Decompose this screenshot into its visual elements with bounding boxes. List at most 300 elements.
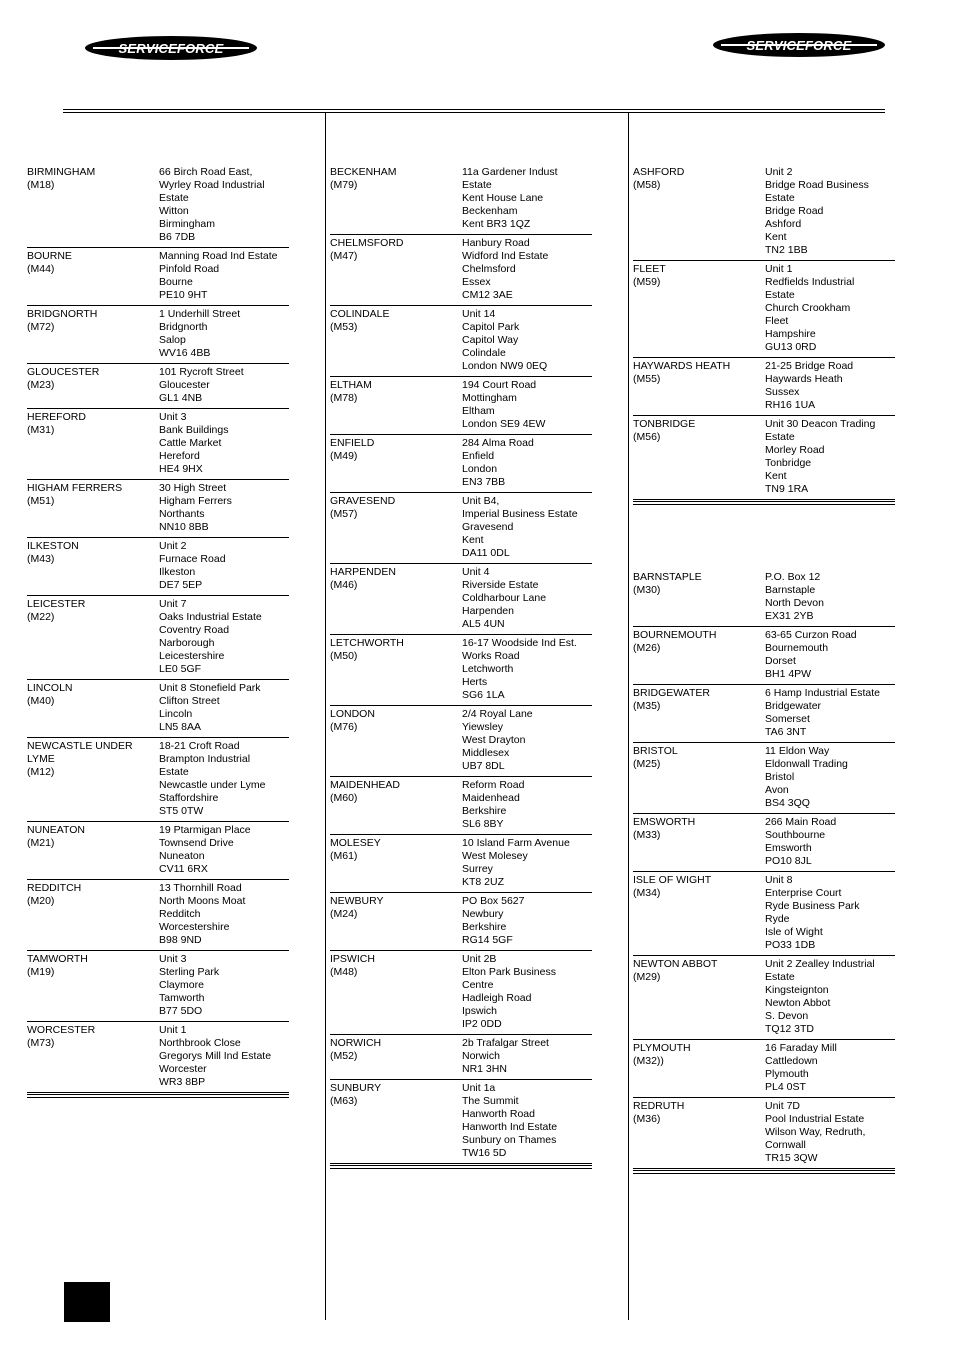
address-line: Estate (765, 289, 795, 301)
directory-entry (633, 416, 895, 500)
address-line: NN10 8BB (159, 521, 209, 533)
address-line: Gravesend (462, 521, 514, 533)
address-line: Tamworth (159, 992, 205, 1004)
address-line: Maidenhead (462, 792, 520, 804)
entry-town (633, 958, 765, 1036)
address-line: Wilson Way, Redruth, (765, 1126, 866, 1138)
entry-town (330, 1082, 462, 1160)
depot-code: (M56) (633, 431, 661, 443)
depot-code: (M60) (330, 792, 358, 804)
address-line: Gloucester (159, 379, 210, 391)
address-line: 284 Alma Road (462, 437, 534, 449)
entry-address (765, 360, 895, 412)
address-line: SL6 8BY (462, 818, 504, 830)
address-line: Kent BR3 1QZ (462, 218, 531, 230)
directory-entry (633, 872, 895, 956)
address-line: Bridgnorth (159, 321, 208, 333)
address-line: Colindale (462, 347, 506, 359)
entry-address (159, 250, 289, 302)
address-line: Wyrley Road Industrial (159, 179, 265, 191)
address-line: WV16 4BB (159, 347, 211, 359)
address-line: 63-65 Curzon Road (765, 629, 857, 641)
town-name: BRIDGNORTH (27, 308, 98, 320)
directory-entry (633, 358, 895, 416)
town-name: FLEET (633, 263, 666, 275)
depot-code: (M79) (330, 179, 358, 191)
address-line: Hereford (159, 450, 200, 462)
address-line: Coventry Road (159, 624, 230, 636)
address-line: PL4 0ST (765, 1081, 806, 1093)
depot-code: (M78) (330, 392, 358, 404)
directory-entry (27, 596, 289, 680)
entry-address (462, 437, 592, 489)
entry-town (633, 1100, 765, 1165)
address-line: West Drayton (462, 734, 526, 746)
entry-town (27, 411, 159, 476)
town-name: LINCOLN (27, 682, 73, 694)
address-line: Oaks Industrial Estate (159, 611, 262, 623)
address-line: Bridge Road (765, 205, 824, 217)
town-name: PLYMOUTH (633, 1042, 691, 1054)
address-line: 101 Rycroft Street (159, 366, 244, 378)
address-line: B77 5DO (159, 1005, 203, 1017)
address-line: Ryde (765, 913, 790, 925)
address-line: PO33 1DB (765, 939, 816, 951)
directory-entry (27, 880, 289, 951)
entry-town (330, 237, 462, 302)
service-force-logo-left (85, 36, 257, 60)
address-line: RH16 1UA (765, 399, 816, 411)
address-line: Higham Ferrers (159, 495, 232, 507)
depot-code: (M30) (633, 584, 661, 596)
address-line: Dorset (765, 655, 796, 667)
directory-entry (27, 306, 289, 364)
town-name: LONDON (330, 708, 375, 720)
address-line: 66 Birch Road East, (159, 166, 253, 178)
directory-entry (633, 627, 895, 685)
entry-address (462, 708, 592, 773)
address-line: ST5 0TW (159, 805, 204, 817)
address-line: Estate (159, 766, 189, 778)
address-line: TN2 1BB (765, 244, 808, 256)
address-line: London NW9 0EQ (462, 360, 548, 372)
directory-entry (330, 564, 592, 635)
address-line: North Devon (765, 597, 824, 609)
town-name: GRAVESEND (330, 495, 396, 507)
address-line: 6 Hamp Industrial Estate (765, 687, 880, 699)
address-line: Eltham (462, 405, 495, 417)
address-line: Townsend Drive (159, 837, 234, 849)
address-line: Middlesex (462, 747, 510, 759)
address-line: Mottingham (462, 392, 517, 404)
address-line: Claymore (159, 979, 204, 991)
entry-address (462, 637, 592, 702)
address-line: WR3 8BP (159, 1076, 206, 1088)
directory-entry (330, 893, 592, 951)
section-end-rule (330, 1165, 592, 1169)
depot-code: (M22) (27, 611, 55, 623)
address-line: The Summit (462, 1095, 519, 1107)
address-line: North Moons Moat (159, 895, 246, 907)
entry-town (27, 882, 159, 947)
header-rule-top (63, 109, 885, 110)
town-name: BOURNE (27, 250, 72, 262)
town-name: TAMWORTH (27, 953, 88, 965)
entry-town (330, 637, 462, 702)
address-line: Unit 1 (765, 263, 793, 275)
address-line: Beckenham (462, 205, 518, 217)
town-name: IPSWICH (330, 953, 375, 965)
address-line: London (462, 463, 498, 475)
address-line: Hampshire (765, 328, 816, 340)
entry-address (159, 166, 289, 244)
address-line: CM12 3AE (462, 289, 513, 301)
address-line: 16-17 Woodside Ind Est. (462, 637, 577, 649)
address-line: Norwich (462, 1050, 500, 1062)
address-line: Ryde Business Park (765, 900, 860, 912)
depot-code: (M76) (330, 721, 358, 733)
address-line: Capitol Way (462, 334, 519, 346)
directory-entry (27, 951, 289, 1022)
address-line: Cattledown (765, 1055, 818, 1067)
address-line: B6 7DB (159, 231, 196, 243)
entry-address (462, 895, 592, 947)
address-line: 21-25 Bridge Road (765, 360, 854, 372)
address-line: AL5 4UN (462, 618, 505, 630)
address-line: Unit 2 (159, 540, 187, 552)
entry-address (462, 1082, 592, 1160)
directory-entry (27, 248, 289, 306)
town-name: LEICESTER (27, 598, 86, 610)
address-line: Works Road (462, 650, 520, 662)
entry-address (159, 953, 289, 1018)
entry-address (462, 379, 592, 431)
address-line: West Molesey (462, 850, 528, 862)
entry-address (159, 366, 289, 405)
address-line: BH1 4PW (765, 668, 812, 680)
entry-address (765, 166, 895, 257)
address-line: Elton Park Business (462, 966, 556, 978)
directory-entry (27, 738, 289, 822)
section-end-rule (633, 1170, 895, 1174)
address-line: TQ12 3TD (765, 1023, 815, 1035)
address-line: P.O. Box 12 (765, 571, 821, 583)
address-line: KT8 2UZ (462, 876, 505, 888)
entry-town (633, 816, 765, 868)
address-line: Northbrook Close (159, 1037, 241, 1049)
directory-entry (633, 685, 895, 743)
directory-entry (633, 743, 895, 814)
directory-entry (27, 538, 289, 596)
address-line: Coldharbour Lane (462, 592, 547, 604)
address-line: 16 Faraday Mill (765, 1042, 837, 1054)
depot-code: (M47) (330, 250, 358, 262)
logo-stripe (721, 44, 877, 46)
entry-town (633, 1042, 765, 1094)
town-name: NEWTON ABBOT (633, 958, 718, 970)
entry-town (633, 874, 765, 952)
address-line: 10 Island Farm Avenue (462, 837, 570, 849)
address-line: Bournemouth (765, 642, 829, 654)
depot-code: (M32)) (633, 1055, 664, 1067)
entry-address (462, 566, 592, 631)
town-name: COLINDALE (330, 308, 390, 320)
town-name: BRISTOL (633, 745, 678, 757)
address-line: Estate (765, 431, 795, 443)
entry-town (330, 437, 462, 489)
address-line: Berkshire (462, 805, 507, 817)
address-line: Unit 1 (159, 1024, 187, 1036)
address-line: Bristol (765, 771, 795, 783)
town-name: REDDITCH (27, 882, 82, 894)
address-line: 19 Ptarmigan Place (159, 824, 251, 836)
address-line: Lincoln (159, 708, 193, 720)
directory-entry (330, 1035, 592, 1080)
town-name: BIRMINGHAM (27, 166, 96, 178)
address-line: Kent House Lane (462, 192, 544, 204)
address-line: Southbourne (765, 829, 826, 841)
town-name: BARNSTAPLE (633, 571, 702, 583)
directory-entry (330, 435, 592, 493)
address-line: 1 Underhill Street (159, 308, 241, 320)
town-name: NEWBURY (330, 895, 384, 907)
address-line: UB7 8DL (462, 760, 505, 772)
directory-entry (27, 680, 289, 738)
address-line: Ilkeston (159, 566, 196, 578)
address-line: Unit 3 (159, 411, 187, 423)
address-line: Capitol Park (462, 321, 520, 333)
entry-town (633, 571, 765, 623)
address-line: Cattle Market (159, 437, 222, 449)
entry-address (462, 495, 592, 560)
address-line: Gregorys Mill Ind Estate (159, 1050, 272, 1062)
entry-address (159, 411, 289, 476)
address-line: NR1 3HN (462, 1063, 507, 1075)
address-line: DE7 5EP (159, 579, 203, 591)
entry-town (27, 1024, 159, 1089)
address-line: Pinfold Road (159, 263, 220, 275)
address-line: Tonbridge (765, 457, 812, 469)
town-name: HEREFORD (27, 411, 86, 423)
entry-address (159, 1024, 289, 1089)
town-name: ILKESTON (27, 540, 79, 552)
address-line: GL1 4NB (159, 392, 203, 404)
address-line: Surrey (462, 863, 493, 875)
address-line: 2b Trafalgar Street (462, 1037, 549, 1049)
address-line: Kent (462, 534, 484, 546)
entry-town (27, 598, 159, 676)
address-line: Unit 7 (159, 598, 187, 610)
directory-entry (633, 569, 895, 627)
address-line: Essex (462, 276, 491, 288)
address-line: 30 High Street (159, 482, 227, 494)
depot-code: (M12) (27, 766, 55, 778)
address-line: Redditch (159, 908, 201, 920)
town-name: CHELMSFORD (330, 237, 404, 249)
town-name: LETCHWORTH (330, 637, 404, 649)
entry-town (27, 953, 159, 1018)
depot-code: (M31) (27, 424, 55, 436)
depot-code: (M18) (27, 179, 55, 191)
entry-address (159, 540, 289, 592)
address-line: IP2 0DD (462, 1018, 502, 1030)
address-line: PO Box 5627 (462, 895, 525, 907)
address-line: Leicestershire (159, 650, 225, 662)
depot-code: (M29) (633, 971, 661, 983)
entry-town (27, 540, 159, 592)
address-line: Staffordshire (159, 792, 219, 804)
address-line: Unit 8 (765, 874, 793, 886)
address-line: LN5 8AA (159, 721, 202, 733)
town-name: MAIDENHEAD (330, 779, 401, 791)
entry-address (462, 308, 592, 373)
address-line: Enterprise Court (765, 887, 842, 899)
address-line: 18-21 Croft Road (159, 740, 240, 752)
address-line: Narborough (159, 637, 215, 649)
address-line: Haywards Heath (765, 373, 843, 385)
address-line: Worcester (159, 1063, 207, 1075)
depot-code: (M36) (633, 1113, 661, 1125)
address-line: Hanbury Road (462, 237, 530, 249)
directory-entry (27, 164, 289, 248)
town-name: SUNBURY (330, 1082, 382, 1094)
town-name: BRIDGEWATER (633, 687, 711, 699)
address-line: Manning Road Ind Estate (159, 250, 278, 262)
address-line: London SE9 4EW (462, 418, 546, 430)
address-line: Witton (159, 205, 189, 217)
entry-town (27, 166, 159, 244)
entry-town (633, 263, 765, 354)
address-line: Bourne (159, 276, 193, 288)
depot-code: (M50) (330, 650, 358, 662)
address-line: Church Crookham (765, 302, 851, 314)
address-line: Newcastle under Lyme (159, 779, 266, 791)
entry-town (330, 708, 462, 773)
entry-town (330, 779, 462, 831)
address-line: Sunbury on Thames (462, 1134, 557, 1146)
depot-code: (M61) (330, 850, 358, 862)
depot-code: (M53) (330, 321, 358, 333)
entry-address (462, 237, 592, 302)
depot-code: (M33) (633, 829, 661, 841)
address-line: Cornwall (765, 1139, 806, 1151)
directory-column-2 (330, 164, 592, 1169)
address-line: 11a Gardener Indust (462, 166, 558, 178)
address-line: Harpenden (462, 605, 514, 617)
town-name: BOURNEMOUTH (633, 629, 717, 641)
address-line: Hanworth Ind Estate (462, 1121, 558, 1133)
address-line: Somerset (765, 713, 810, 725)
entry-address (765, 687, 895, 739)
directory-entry (633, 164, 895, 261)
depot-code: (M34) (633, 887, 661, 899)
directory-entry (330, 835, 592, 893)
town-name: HARPENDEN (330, 566, 396, 578)
address-line: Centre (462, 979, 494, 991)
entry-town (27, 308, 159, 360)
entry-town (633, 360, 765, 412)
address-line: 13 Thornhill Road (159, 882, 242, 894)
address-line: CV11 6RX (159, 863, 208, 875)
entry-town (27, 366, 159, 405)
directory-entry (633, 261, 895, 358)
address-line: DA11 0DL (462, 547, 510, 559)
depot-code: (M51) (27, 495, 55, 507)
address-line: Hanworth Road (462, 1108, 535, 1120)
entry-address (765, 958, 895, 1036)
address-line: Hadleigh Road (462, 992, 532, 1004)
address-line: Birmingham (159, 218, 216, 230)
town-name: ENFIELD (330, 437, 375, 449)
group-gap (633, 505, 895, 569)
address-line: Estate (159, 192, 189, 204)
directory-entry (330, 706, 592, 777)
entry-address (159, 308, 289, 360)
town-name: HAYWARDS HEATH (633, 360, 731, 372)
entry-address (159, 882, 289, 947)
depot-code: (M20) (27, 895, 55, 907)
address-line: Yiewsley (462, 721, 504, 733)
town-name: REDRUTH (633, 1100, 685, 1112)
address-line: Newbury (462, 908, 504, 920)
entry-town (27, 250, 159, 302)
entry-address (462, 837, 592, 889)
entry-address (462, 1037, 592, 1076)
directory-entry (330, 493, 592, 564)
entry-address (159, 598, 289, 676)
address-line: Fleet (765, 315, 789, 327)
address-line: TR15 3QW (765, 1152, 818, 1164)
depot-code: (M44) (27, 263, 55, 275)
depot-code: (M55) (633, 373, 661, 385)
depot-code: (M52) (330, 1050, 358, 1062)
address-line: TA6 3NT (765, 726, 807, 738)
depot-code: (M19) (27, 966, 55, 978)
entry-town (330, 837, 462, 889)
address-line: Berkshire (462, 921, 507, 933)
address-line: 11 Eldon Way (765, 745, 830, 757)
address-line: Pool Industrial Estate (765, 1113, 865, 1125)
entry-town (330, 495, 462, 560)
directory-entry (330, 951, 592, 1035)
address-line: S. Devon (765, 1010, 809, 1022)
directory-entry (330, 306, 592, 377)
address-line: Sussex (765, 386, 800, 398)
entry-address (765, 816, 895, 868)
address-line: 266 Main Road (765, 816, 837, 828)
entry-address (462, 779, 592, 831)
address-line: Sterling Park (159, 966, 220, 978)
depot-code: (M46) (330, 579, 358, 591)
address-line: Redfields Industrial (765, 276, 855, 288)
directory-column-1 (27, 164, 289, 1098)
town-name: NEWCASTLE UNDER LYME (27, 740, 133, 765)
entry-town (27, 482, 159, 534)
address-line: Enfield (462, 450, 495, 462)
directory-entry (27, 480, 289, 538)
directory-column-3 (633, 164, 895, 1174)
address-line: Isle of Wight (765, 926, 823, 938)
address-line: Bank Buildings (159, 424, 229, 436)
entry-address (765, 418, 895, 496)
address-line: Unit 2 (765, 166, 793, 178)
entry-town (27, 740, 159, 818)
town-name: WORCESTER (27, 1024, 96, 1036)
address-line: GU13 0RD (765, 341, 817, 353)
entry-address (462, 953, 592, 1031)
address-line: RG14 5GF (462, 934, 513, 946)
directory-entry (27, 364, 289, 409)
